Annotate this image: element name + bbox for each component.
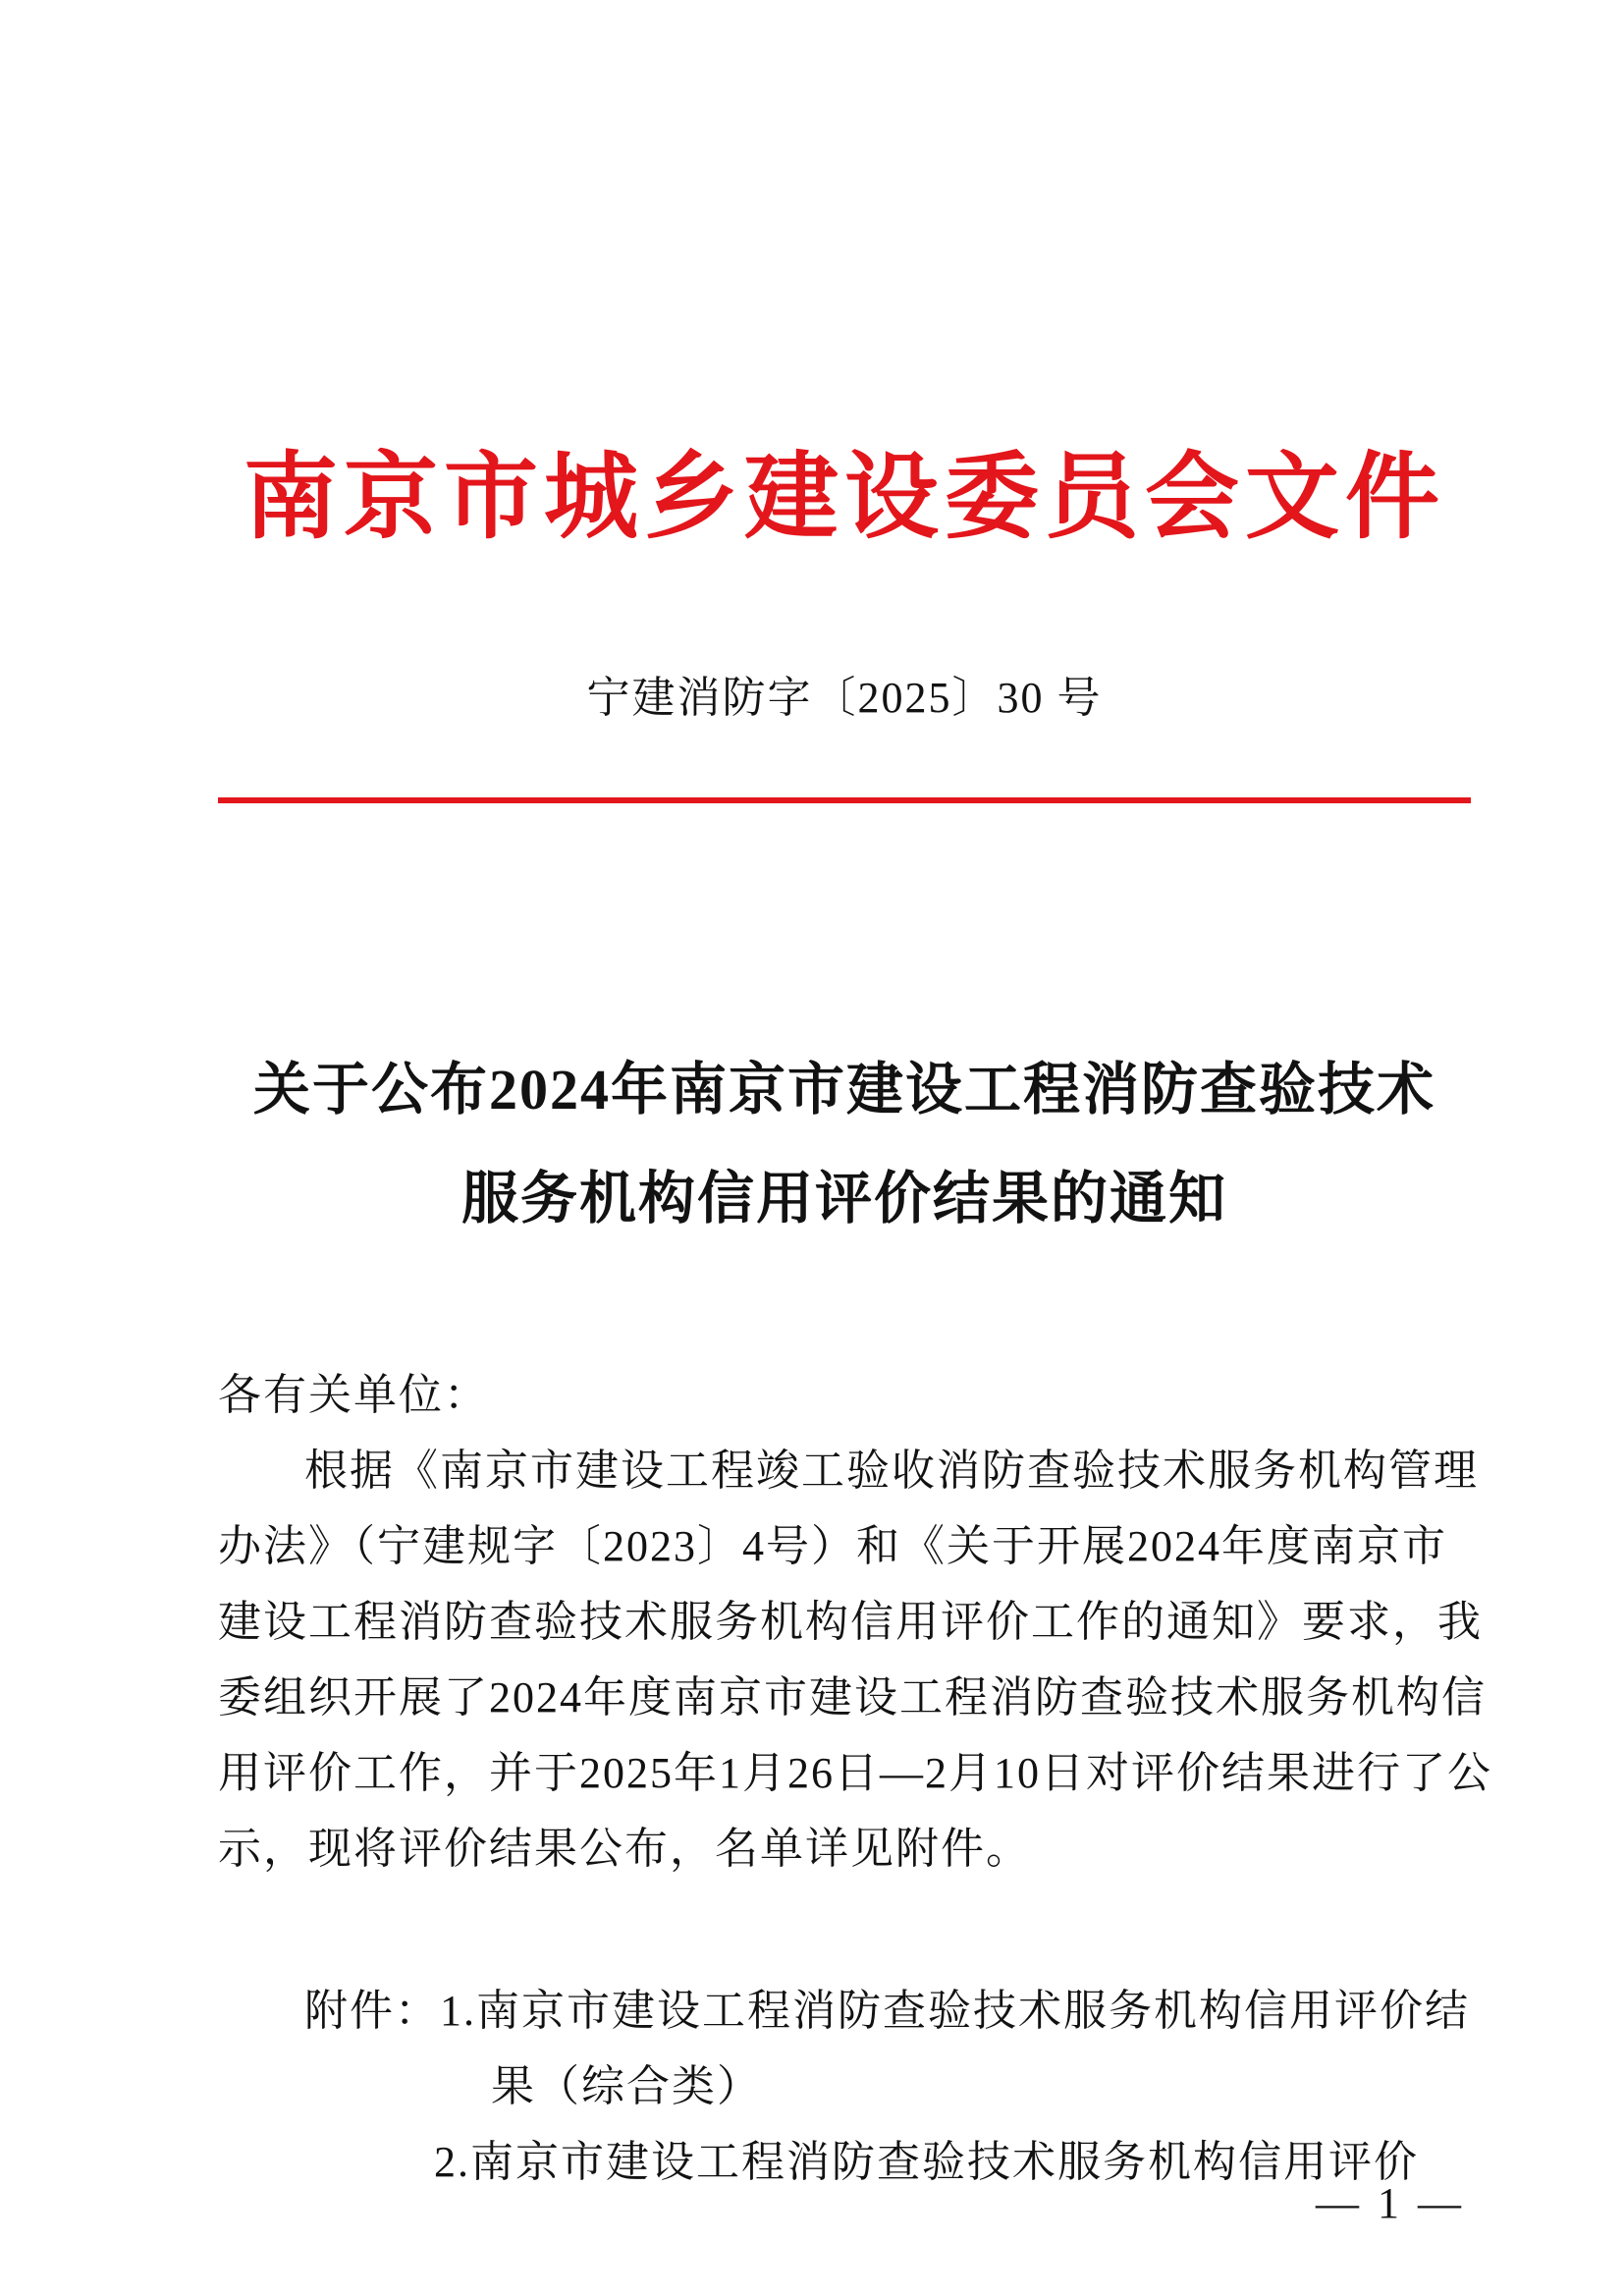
- attachment-item-1-continuation: 果（综合类）: [491, 2062, 762, 2110]
- paragraph-line: 办法》（宁建规字〔2023〕4号）和《关于开展2024年度南京市: [218, 1522, 1447, 1570]
- document-title-line-2: 服务机构信用评价结果的通知: [460, 1167, 1227, 1230]
- paragraph-line: 用评价工作，并于2025年1月26日—2月10日对评价结果进行了公: [218, 1749, 1492, 1797]
- paragraph-line: 委组织开展了2024年度南京市建设工程消防查验技术服务机构信: [218, 1673, 1487, 1722]
- document-body: [218, 1357, 1492, 1886]
- attachments-list: [218, 1973, 1471, 2200]
- paragraph-line: 示，现将评价结果公布，名单详见附件。: [218, 1825, 1031, 1873]
- paragraph-line: 建设工程消防查验技术服务机构信用评价工作的通知》要求，我: [218, 1598, 1483, 1646]
- document-title-line-1: 关于公布2024年南京市建设工程消防查验技术: [252, 1058, 1435, 1121]
- document-title: [218, 1035, 1471, 1253]
- letterhead-title: 南京市城乡建设委员会文件: [244, 445, 1445, 550]
- document-number: 宁建消防字〔2025〕30 号: [586, 674, 1103, 722]
- attachment-item-2: 2.南京市建设工程消防查验技术服务机构信用评价: [434, 2138, 1419, 2186]
- red-divider-line: [218, 797, 1471, 803]
- attachment-item-1: 附件：1.南京市建设工程消防查验技术服务机构信用评价结: [304, 1987, 1470, 2035]
- salutation: 各有关单位：: [218, 1371, 489, 1419]
- paragraph-line: 根据《南京市建设工程竣工验收消防查验技术服务机构管理: [304, 1447, 1479, 1495]
- page-number: — 1 —: [1316, 2179, 1465, 2227]
